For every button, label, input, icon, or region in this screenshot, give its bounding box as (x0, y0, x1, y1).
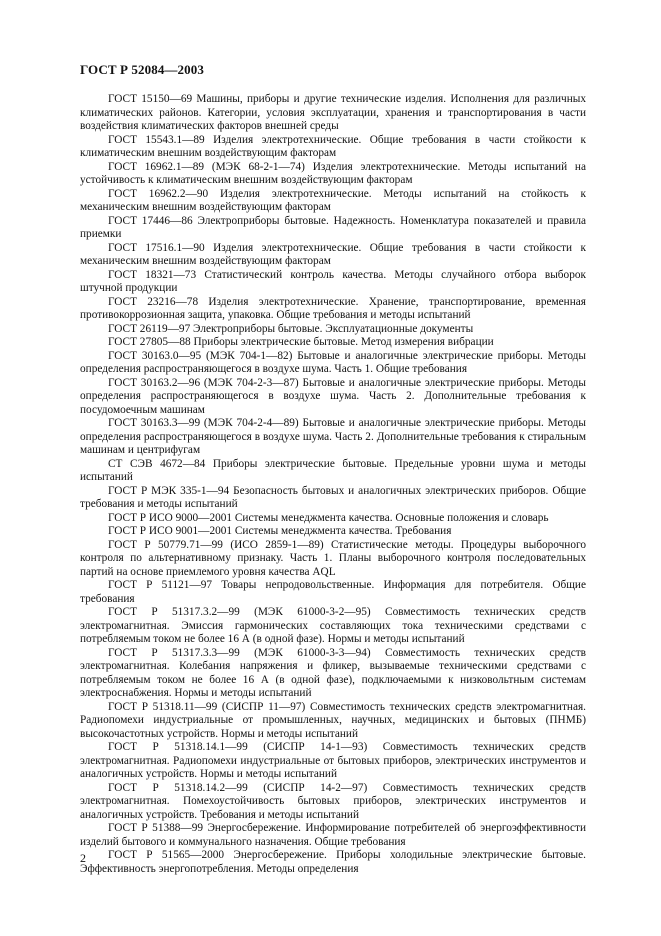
reference-entry: ГОСТ 30163.2—96 (МЭК 704-2-3—87) Бытовые и аналогичные электрические приборы. Методы определения распространяющегося в воздухе шума. Часть 2. Дополнительные требования к посудомоечным машинам (80, 376, 586, 416)
reference-entry: ГОСТ Р 51318.14.2—99 (СИСПР 14-2—97) Совместимость технических средств электромагнитная. Помехоустойчивость бытовых приборов, электрических инструментов и аналогичных устройств. Требования и методы испытаний (80, 781, 586, 821)
reference-entry: ГОСТ Р ИСО 9001—2001 Системы менеджмента качества. Требования (108, 525, 452, 537)
reference-entry: ГОСТ 16962.2—90 Изделия электротехнические. Методы испытаний на стойкость к механическим внешним воздействующим факторам (80, 187, 586, 213)
normative-references-list (80, 93, 586, 876)
reference-entry: ГОСТ Р 51388—99 Энергосбережение. Информирование потребителей об энергоэффективности изделий бытового и коммунального назначения. Общие требования (80, 822, 586, 848)
reference-entry: ГОСТ Р 51317.3.2—99 (МЭК 61000-3-2—95) Совместимость технических средств электромагнитная. Эмиссия гармонических составляющих тока техническими средствами с потребляемым током не более 16 А (в одной фазе). Нормы и методы испытаний (80, 606, 586, 645)
reference-entry: ГОСТ 18321—73 Статистический контроль качества. Методы случайного отбора выборок штучной продукции (80, 268, 586, 294)
reference-entry: ГОСТ 27805—88 Приборы электрические бытовые. Метод измерения вибрации (108, 336, 494, 348)
reference-entry: ГОСТ 15150—69 Машины, приборы и другие технические изделия. Исполнения для различных климатических районов. Категории, условия эксплуатации, хранения и транспортирования в части воздействия климатических факторов внешней среды (80, 93, 586, 132)
reference-entry: ГОСТ 17446—86 Электроприборы бытовые. Надежность. Номенклатура показателей и правила приемки (80, 214, 586, 240)
reference-entry: ГОСТ 30163.3—99 (МЭК 704-2-4—89) Бытовые и аналогичные электрические приборы. Методы определения распространяющегося в воздухе шума. Часть 2. Дополнительные требования к стиральным машинам и центрифугам (80, 417, 586, 456)
reference-entry: ГОСТ Р 51121—97 Товары непродовольственные. Информация для потребителя. Общие требования (80, 579, 586, 605)
reference-entry: ГОСТ 30163.0—95 (МЭК 704-1—82) Бытовые и аналогичные электрические приборы. Методы определения распространяющегося в воздухе шума. Часть 1. Общие требования (80, 349, 586, 375)
reference-entry: ГОСТ 26119—97 Электроприборы бытовые. Эксплуатационные документы (108, 322, 474, 335)
reference-entry: ГОСТ 23216—78 Изделия электротехнические. Хранение, транспортирование, временная противокоррозионная защита, упаковка. Общие требования и методы испытаний (80, 295, 586, 321)
reference-entry: ГОСТ 15543.1—89 Изделия электротехнические. Общие требования в части стойкости к климатическим внешним воздействующим факторам (80, 133, 586, 159)
reference-entry: ГОСТ Р 51317.3.3—99 (МЭК 61000-3-3—94) Совместимость технических средств электромагнитная. Колебания напряжения и фликер, вызываемые техническими средствами с потребляемым током не более 16 А (в одной фазе), подключаемыми к низковольтным системам электроснабжения. Нормы и методы испытаний (80, 646, 586, 699)
reference-entry: ГОСТ Р 50779.71—99 (ИСО 2859-1—89) Статистические методы. Процедуры выборочного контроля по альтернативному признаку. Часть 1. Планы выборочного контроля последовательных партий на основе приемлемого уровня качества AQL (80, 538, 586, 578)
page-header-standard: ГОСТ Р 52084—2003 (80, 62, 204, 77)
reference-entry: СТ СЭВ 4672—84 Приборы электрические бытовые. Предельные уровни шума и методы испытаний (80, 457, 586, 483)
reference-entry: ГОСТ Р 51318.11—99 (СИСПР 11—97) Совместимость технических средств электромагнитная. Радиопомехи индустриальные от промышленных, научных, медицинских и бытовых (ПНМБ) высокочастотных устройств. Нормы и методы испытаний (80, 700, 586, 740)
reference-entry: ГОСТ Р МЭК 335-1—94 Безопасность бытовых и аналогичных электрических приборов. Общие требования и методы испытаний (80, 484, 586, 510)
reference-entry: ГОСТ Р 51318.14.1—99 (СИСПР 14-1—93) Совместимость технических средств электромагнитная. Радиопомехи индустриальные от бытовых приборов, электрических инструментов и аналогичных устройств. Нормы и методы испытаний (80, 741, 586, 780)
reference-entry: ГОСТ 17516.1—90 Изделия электротехнические. Общие требования в части стойкости к механическим внешним воздействующим факторам (80, 241, 586, 267)
reference-entry: ГОСТ Р 51565—2000 Энергосбережение. Приборы холодильные электрические бытовые. Эффективность энергопотребления. Методы определения (80, 849, 586, 875)
reference-entry: ГОСТ 16962.1—89 (МЭК 68-2-1—74) Изделия электротехнические. Методы испытаний на устойчивость к климатическим внешним воздействующим факторам (80, 160, 586, 186)
reference-entry: ГОСТ Р ИСО 9000—2001 Системы менеджмента качества. Основные положения и словарь (108, 511, 549, 524)
page-number: 2 (80, 851, 86, 865)
